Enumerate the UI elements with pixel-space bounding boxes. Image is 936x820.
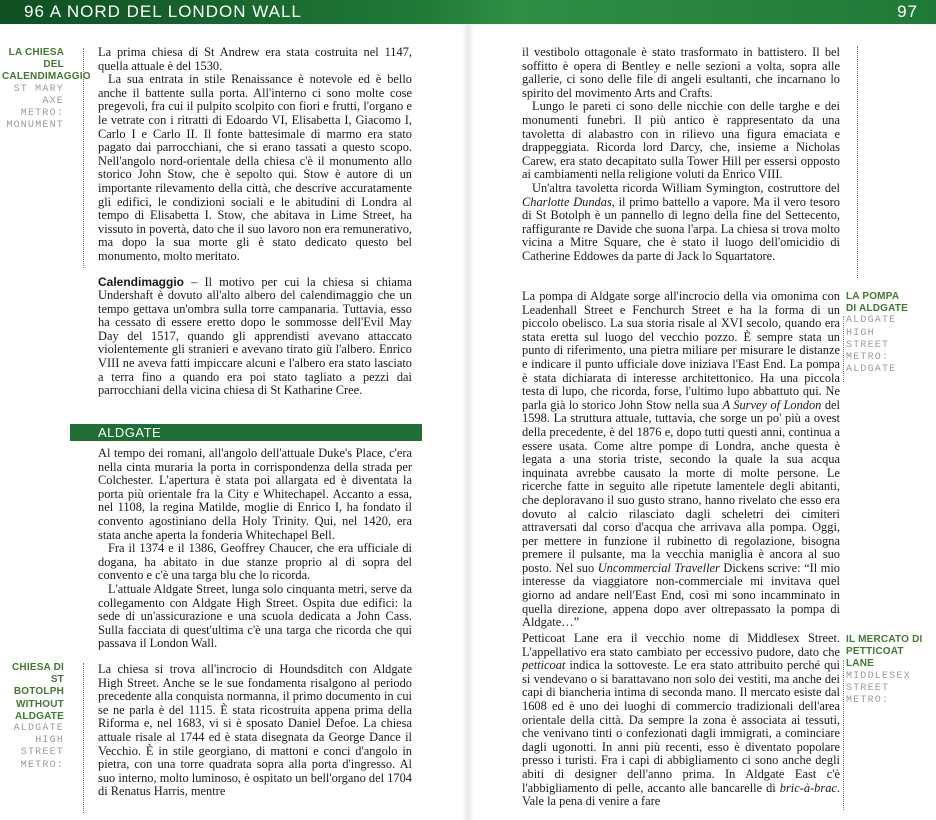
- sidebar-title-line: DI ALDGATE: [846, 303, 908, 315]
- right-column-pompa: [522, 290, 840, 630]
- body-paragraph: La chiesa si trova all'incrocio di Houndsditch con Aldgate High Street. Anche se le sue fondamenta risalgono al periodo precedente alla conquista normanna, il primo documento in cui se ne parla è del 1115. È stata ricostruita appena prima della Riforma e, nel 1683, vi si è sposato Daniel Defoe. La chiesa attuale risale al 1744 ed è stata disegnata da George Dance il Vecchio. È in stile georgiano, di mattoni e conci d'angolo in pietra, con una torre quadrata sopra alla porta d'ingresso. Al suo interno, molto luminoso, è ospitato un bell'organo del 1704 di Renatus Harris, mentre: [98, 662, 412, 799]
- body-paragraph: La sua entrata in stile Renaissance è notevole ed è bello anche il battente sulla porta. All'interno ci sono molte cose pregevoli, fra cui il pulpito scolpito con fiori e frutti, l'organo e le vetrate con i ritratti di Edoardo VI, Elisabetta I, Giacomo I, Carlo I e Carlo II. Il fonte battesimale di marmo era stato pagato dai parrocchiani, che si erano tassati a questo scopo. Nell'angolo nord-orientale della chiesa c'è il monumento allo storico John Stow, che è sepolto qui. Stow è autore di un importante rilevamento della città, che descrive accuratamente gli edifici, le condizioni sociali e le abitudini di Londra al tempo di Elisabetta I. Stow, che abitava in Lime Street, ha vissuto in povertà, dato che il suo lavoro non era remunerativo, ma dopo la sua morte gli è stato dedicato questo bel monumento, molto meritato.: [98, 72, 412, 263]
- body-paragraph: La prima chiesa di St Andrew era stata costruita nel 1147, quella attuale è del 1530.: [98, 45, 412, 73]
- dotted-divider: [843, 316, 844, 382]
- sidebar-title-line: ST BOTOLPH: [13, 674, 64, 698]
- sidebar-meta-line: STREET: [846, 339, 890, 351]
- page-number-left-header: 96 A NORD DEL LONDON WALL: [24, 2, 302, 21]
- sidebar-meta-line: ALDGATE: [846, 315, 897, 327]
- sidebar-mercato: [846, 634, 934, 707]
- body-text: , il primo battello a vapore. Ma il vero tesoro di St Botolph è un pannello di legno della fine del Settecento, raffigurante re Davide che suona l'arpa. La chiesa si trova molto vicina a Mitre Square, che è stato il luogo dell'omicidio di Catherine Eddowes da parte di Jack lo Squartatore.: [522, 194, 840, 263]
- body-paragraph: [98, 276, 412, 398]
- sidebar-title-line: LA POMPA: [846, 291, 900, 302]
- dotted-divider: [857, 46, 858, 278]
- sidebar-meta-line: MIDDLESEX: [846, 670, 911, 682]
- body-text: – Il motivo per cui la chiesa si chiama Undershaft è dovuto all'alto albero del calendimaggio che un tempo gettava un'ombra sulla torre campanaria. Tuttavia, esso ha cessato di essere eretto dopo le sommosse dell'Evil May Day del 1517, quando gli apprendisti avevano attaccato violentemente gli stranieri e avevano tirato giù l'albero. Enrico VIII ne aveva fatti impiccare alcuni e l'albero era stato lasciato a terra fino a quando era poi stato tagliato a pezzi dai parrocchiani della vicina chiesa di St Katharine Cree.: [98, 274, 412, 398]
- dotted-divider: [83, 663, 84, 813]
- section-header-aldgate: [70, 424, 422, 441]
- sidebar-meta-line: MONUMENT: [6, 120, 64, 132]
- sidebar-title-line: LA CHIESA DEL: [8, 47, 64, 71]
- sidebar-title-line: PETTICOAT LANE: [846, 646, 904, 670]
- sidebar-title-line: CALENDIMAGGIO: [2, 71, 91, 83]
- sidebar-title-line: WITHOUT: [15, 698, 64, 710]
- sidebar-title-line: CHIESA DI: [12, 662, 64, 673]
- body-paragraph: Fra il 1374 e il 1386, Geoffrey Chaucer, che era ufficiale di dogana, ha abitato in due stanze proprio al di sopra del convento e c'è una targa blu che lo ricorda.: [98, 541, 412, 583]
- sidebar-title-line: ALDGATE: [15, 710, 64, 722]
- body-paragraph: Lungo le pareti ci sono delle nicchie con delle targhe e dei monumenti funebri. Il più antico è rappresentato da una tavoletta di alabastro con in rilievo una figura emaciata e drappeggiata. Ricorda lord Darcy, che, insieme a Nicholas Carew, era stato decapitato sulla Tower Hill per essersi opposto ai cambiamenti nella religione voluti da Enrico VIII.: [522, 99, 840, 182]
- inline-heading: Calendimaggio: [98, 274, 185, 289]
- left-column-aldgate: [98, 447, 412, 651]
- italic-title: Charlotte Dundas: [522, 194, 612, 209]
- dotted-divider: [843, 660, 844, 810]
- body-text: Dickens scrive: “Il mio interesse da viaggiatore non-commerciale mi invitava quel giorno ad andare nell'East End, così mi sono incamminato in quella direzione, appena dopo aver oltrepassato la pompa di Aldgate…”: [522, 560, 840, 630]
- body-text: Petticoat Lane era il vecchio nome di Middlesex Street. L'appellativo era stato cambiato per eccessivo pudore, dato che: [522, 631, 840, 659]
- body-paragraph: il vestibolo ottagonale è stato trasformato in battistero. Il bel soffitto è opera di Bentley e nelle sezioni a volta, sopra alle gallerie, ci sono delle file di angeli esultanti, che incarnano lo spirito del movimento Arts and Crafts.: [522, 45, 840, 100]
- sidebar-meta-line: ALDGATE: [13, 723, 64, 735]
- italic-term: petticoat: [522, 658, 566, 673]
- sidebar-pompa: [846, 291, 934, 376]
- body-paragraph: [522, 182, 840, 264]
- sidebar-meta-line: METRO:: [20, 108, 64, 120]
- dotted-divider: [83, 48, 84, 268]
- page-gutter: [462, 24, 474, 820]
- section-title: ALDGATE: [98, 425, 162, 440]
- italic-term: bric-à-brac: [779, 780, 837, 795]
- body-text: La pompa di Aldgate sorge all'incrocio della via omonima con Leadenhall Street e Fenchurch Street e ha la forma di un piccolo obelisco. La sua storia risale al XVI secolo, quando era stata eretta sul luogo del vecchio pozzo. È sempre stata un punto di riferimento, una pietra miliare per misurare le distanze e indicare il punto ufficiale dove iniziava l'East End. La pompa è stata dichiarata di interesse architettonico. Ha una piccola testa di lupo, che ricorda, forse, l'ultimo lupo abbattuto qui. Ne parla già lo storico John Stow nella sua: [522, 289, 840, 412]
- sidebar-meta-line: METRO:: [846, 695, 890, 707]
- sidebar-meta-line: HIGH: [35, 735, 64, 747]
- sidebar-meta-line: METRO:: [20, 759, 64, 771]
- body-paragraph: [522, 632, 840, 809]
- italic-title: Uncommercial Traveller: [597, 560, 720, 575]
- sidebar-st-andrew: [2, 47, 91, 132]
- sidebar-meta-line: STREET: [846, 682, 890, 694]
- page-number-right-header: 97: [897, 2, 918, 21]
- sidebar-st-botolph: [2, 662, 64, 772]
- body-paragraph: L'attuale Aldgate Street, lunga solo cinquanta metri, serve da collegamento con Aldgate High Street. Ospita due edifici: la sede di un'assicurazione e una scuola dedicata a John Cass. Sulla facciata di quest'ultima c'è una targa che ricorda che qui passava il London Wall.: [98, 581, 412, 651]
- left-column-st-botolph: [98, 663, 412, 799]
- body-text: . Vale la pena di venire a fare: [522, 780, 840, 809]
- sidebar-meta-line: METRO:: [846, 352, 890, 364]
- left-column-top: [98, 46, 412, 398]
- body-text: del 1598. La struttura attuale, tuttavia, che sorge un po' più a ovest della precedente, è del 1876 e, dopo tutti questi anni, continua a essere usata. Come altre pompe di Londra, anche questa è legata a una storia triste, secondo la quale la sua acqua inquinata avrebbe causato la morte di molte persone. Le ricerche fatte in seguito alle ripetute lamentele degli abitanti, che deploravano il suo gusto strano, hanno rivelato che esso era dovuto al calcio rilasciato dagli scheletri dei cimiteri attraversati dal corso d'acqua che arrivava alla pompa. Oggi, per mettere in funzione il rubinetto di regolazione, bisogna premere il pulsante, ma la vecchia maniglia è ancora al suo posto. Nel suo: [522, 397, 840, 575]
- body-text: Un'altra tavoletta ricorda William Symington, costruttore del: [532, 180, 840, 195]
- sidebar-meta-line: STREET: [20, 747, 64, 759]
- body-paragraph: Al tempo dei romani, all'angolo dell'attuale Duke's Place, c'era nella cinta muraria la porta in corrispondenza della strada per Colchester. L'apertura è stata poi allargata ed è diventata la porta più orientale fra la City e Whitechapel. Accanto a essa, nel 1108, la regina Matilde, moglie di Enrico I, ha fondato il convento agostiniano della Holy Trinity. Qui, nel 1420, era stata anche aperta la fonderia Whitechapel Bell.: [98, 446, 412, 542]
- body-text: indica la sottoveste. Le era stato attribuito perché qui si vendevano o si barattavano non solo dei vestiti, ma anche dei capi di biancheria intima di seconda mano. Il mercato esiste dal 1608 ed è uno dei luoghi di commercio tradizionali dell'area orientale della città. Da sempre la zona è associata ai tessuti, che venivano tinti o confezionati dagli immigrati, a cominciare dagli ugonotti. In anni più recenti, esso è diventato popolare presso i turisti. Fra i capi di abbigliamento ci sono anche degli abiti di designer dell'anno prima. In Aldgate East c'è l'abbigliamento di pelle, accanto alle bancarelle di: [522, 658, 840, 795]
- right-column-top: [522, 46, 840, 264]
- right-column-mercato: [522, 632, 840, 809]
- sidebar-title-line: IL MERCATO DI: [846, 634, 923, 645]
- italic-title: A Survey of London: [722, 397, 822, 412]
- sidebar-meta-line: AXE: [42, 95, 64, 107]
- sidebar-meta-line: HIGH: [846, 327, 875, 339]
- sidebar-meta-line: ALDGATE: [846, 364, 897, 376]
- body-paragraph: [522, 290, 840, 630]
- sidebar-meta-line: ST MARY: [13, 83, 64, 95]
